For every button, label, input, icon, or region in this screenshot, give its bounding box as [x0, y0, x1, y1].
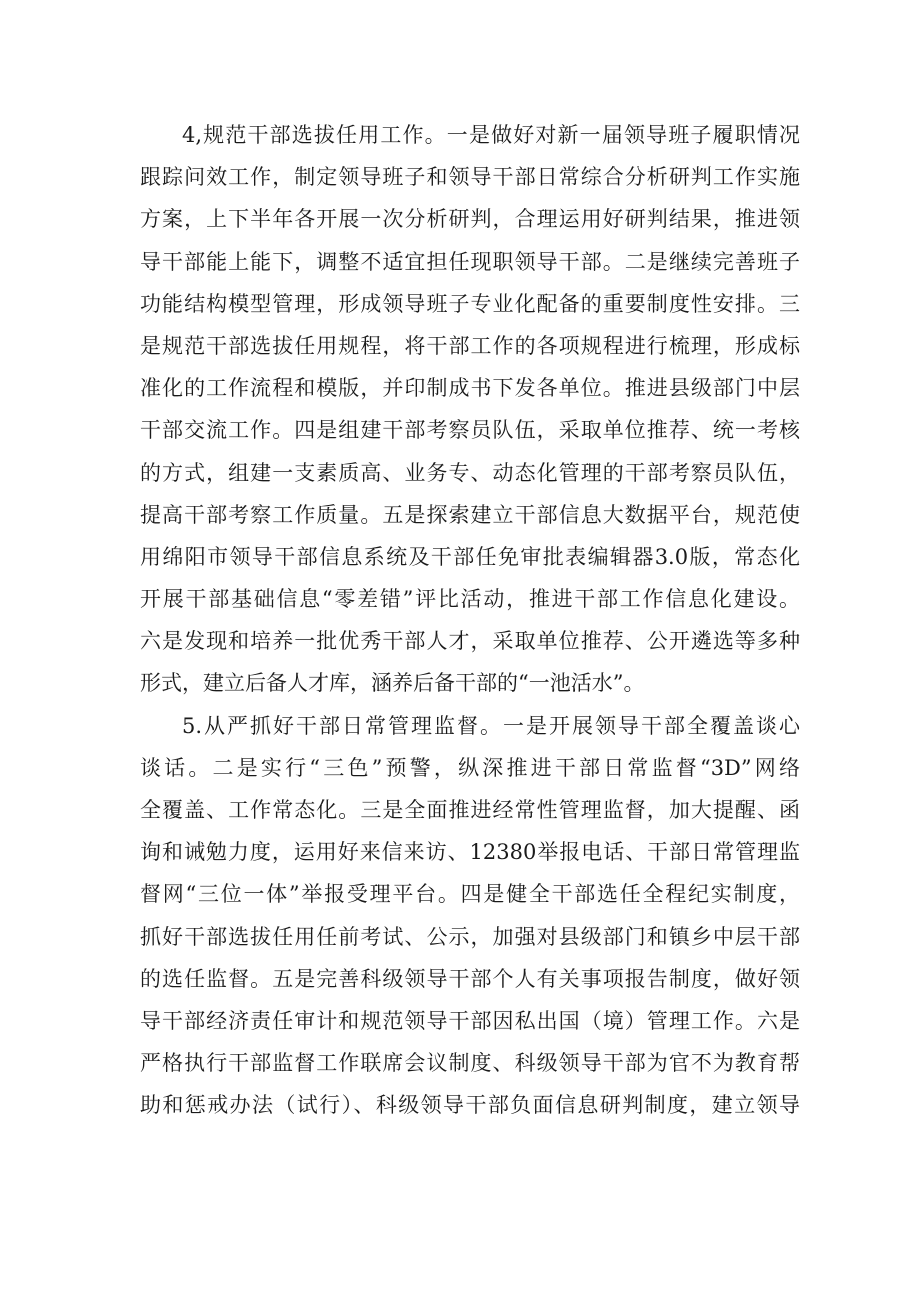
paragraph-line: 导干部经济责任审计和规范领导干部因私出国（境）管理工作。六是: [140, 1008, 800, 1033]
paragraph-line: 4,规范干部选拔任用工作。一是做好对新一届领导班子履职情况: [182, 123, 800, 147]
paragraph-line: 5.从严抓好干部日常管理监督。一是开展领导干部全覆盖谈心: [182, 713, 800, 738]
document-body: [140, 114, 800, 1127]
paragraph-line: 督网“三位一体”举报受理平台。四是健全干部选任全程纪实制度，: [140, 882, 800, 907]
paragraph-line: 形式，建立后备人才库，涵养后备干部的“一池活水”。: [140, 671, 645, 696]
paragraph-line: 导干部能上能下，调整不适宜担任现职领导干部。二是继续完善班子: [140, 249, 800, 274]
paragraph-line: 干部交流工作。四是组建干部考察员队伍，采取单位推荐、统一考核: [140, 418, 800, 443]
paragraph-line: 方案，上下半年各开展一次分析研判，合理运用好研判结果，推进领: [140, 207, 800, 232]
paragraph-line: 功能结构模型管理，形成领导班子专业化配备的重要制度性安排。三: [140, 291, 800, 316]
paragraph-line: 跟踪问效工作，制定领导班子和领导干部日常综合分析研判工作实施: [140, 165, 800, 190]
paragraph-line: 六是发现和培养一批优秀干部人才，采取单位推荐、公开遴选等多种: [140, 629, 800, 654]
paragraph-line: 助和惩戒办法（试行）、科级领导干部负面信息研判制度，建立领导: [140, 1093, 800, 1118]
paragraph-2: [140, 705, 800, 1127]
paragraph-line: 全覆盖、工作常态化。三是全面推进经常性管理监督，加大提醒、函: [140, 798, 800, 822]
paragraph-line: 严格执行干部监督工作联席会议制度、科级领导干部为官不为教育帮: [140, 1051, 800, 1076]
paragraph-line: 准化的工作流程和模版，并印制成书下发各单位。推进县级部门中层: [140, 376, 800, 401]
paragraph-line: 抓好干部选拔任用任前考试、公示，加强对县级部门和镇乡中层干部: [140, 924, 800, 949]
paragraph-line: 询和诫勉力度，运用好来信来访、12380举报电话、干部日常管理监: [140, 840, 800, 865]
paragraph-line: 的方式，组建一支素质高、业务专、动态化管理的干部考察员队伍，: [140, 460, 800, 485]
paragraph-line: 开展干部基础信息“零差错”评比活动，推进干部工作信息化建设。: [140, 587, 800, 612]
paragraph-line: 是规范干部选拔任用规程，将干部工作的各项规程进行梳理，形成标: [140, 333, 800, 358]
paragraph-1: [140, 114, 800, 705]
paragraph-line: 用绵阳市领导干部信息系统及干部任免审批表编辑器3.0版，常态化: [140, 544, 800, 569]
paragraph-line: 提高干部考察工作质量。五是探索建立干部信息大数据平台，规范使: [140, 502, 800, 527]
paragraph-line: 谈话。二是实行“三色”预警，纵深推进干部日常监督“3D”网络: [140, 755, 800, 780]
paragraph-line: 的选任监督。五是完善科级领导干部个人有关事项报告制度，做好领: [140, 966, 800, 991]
